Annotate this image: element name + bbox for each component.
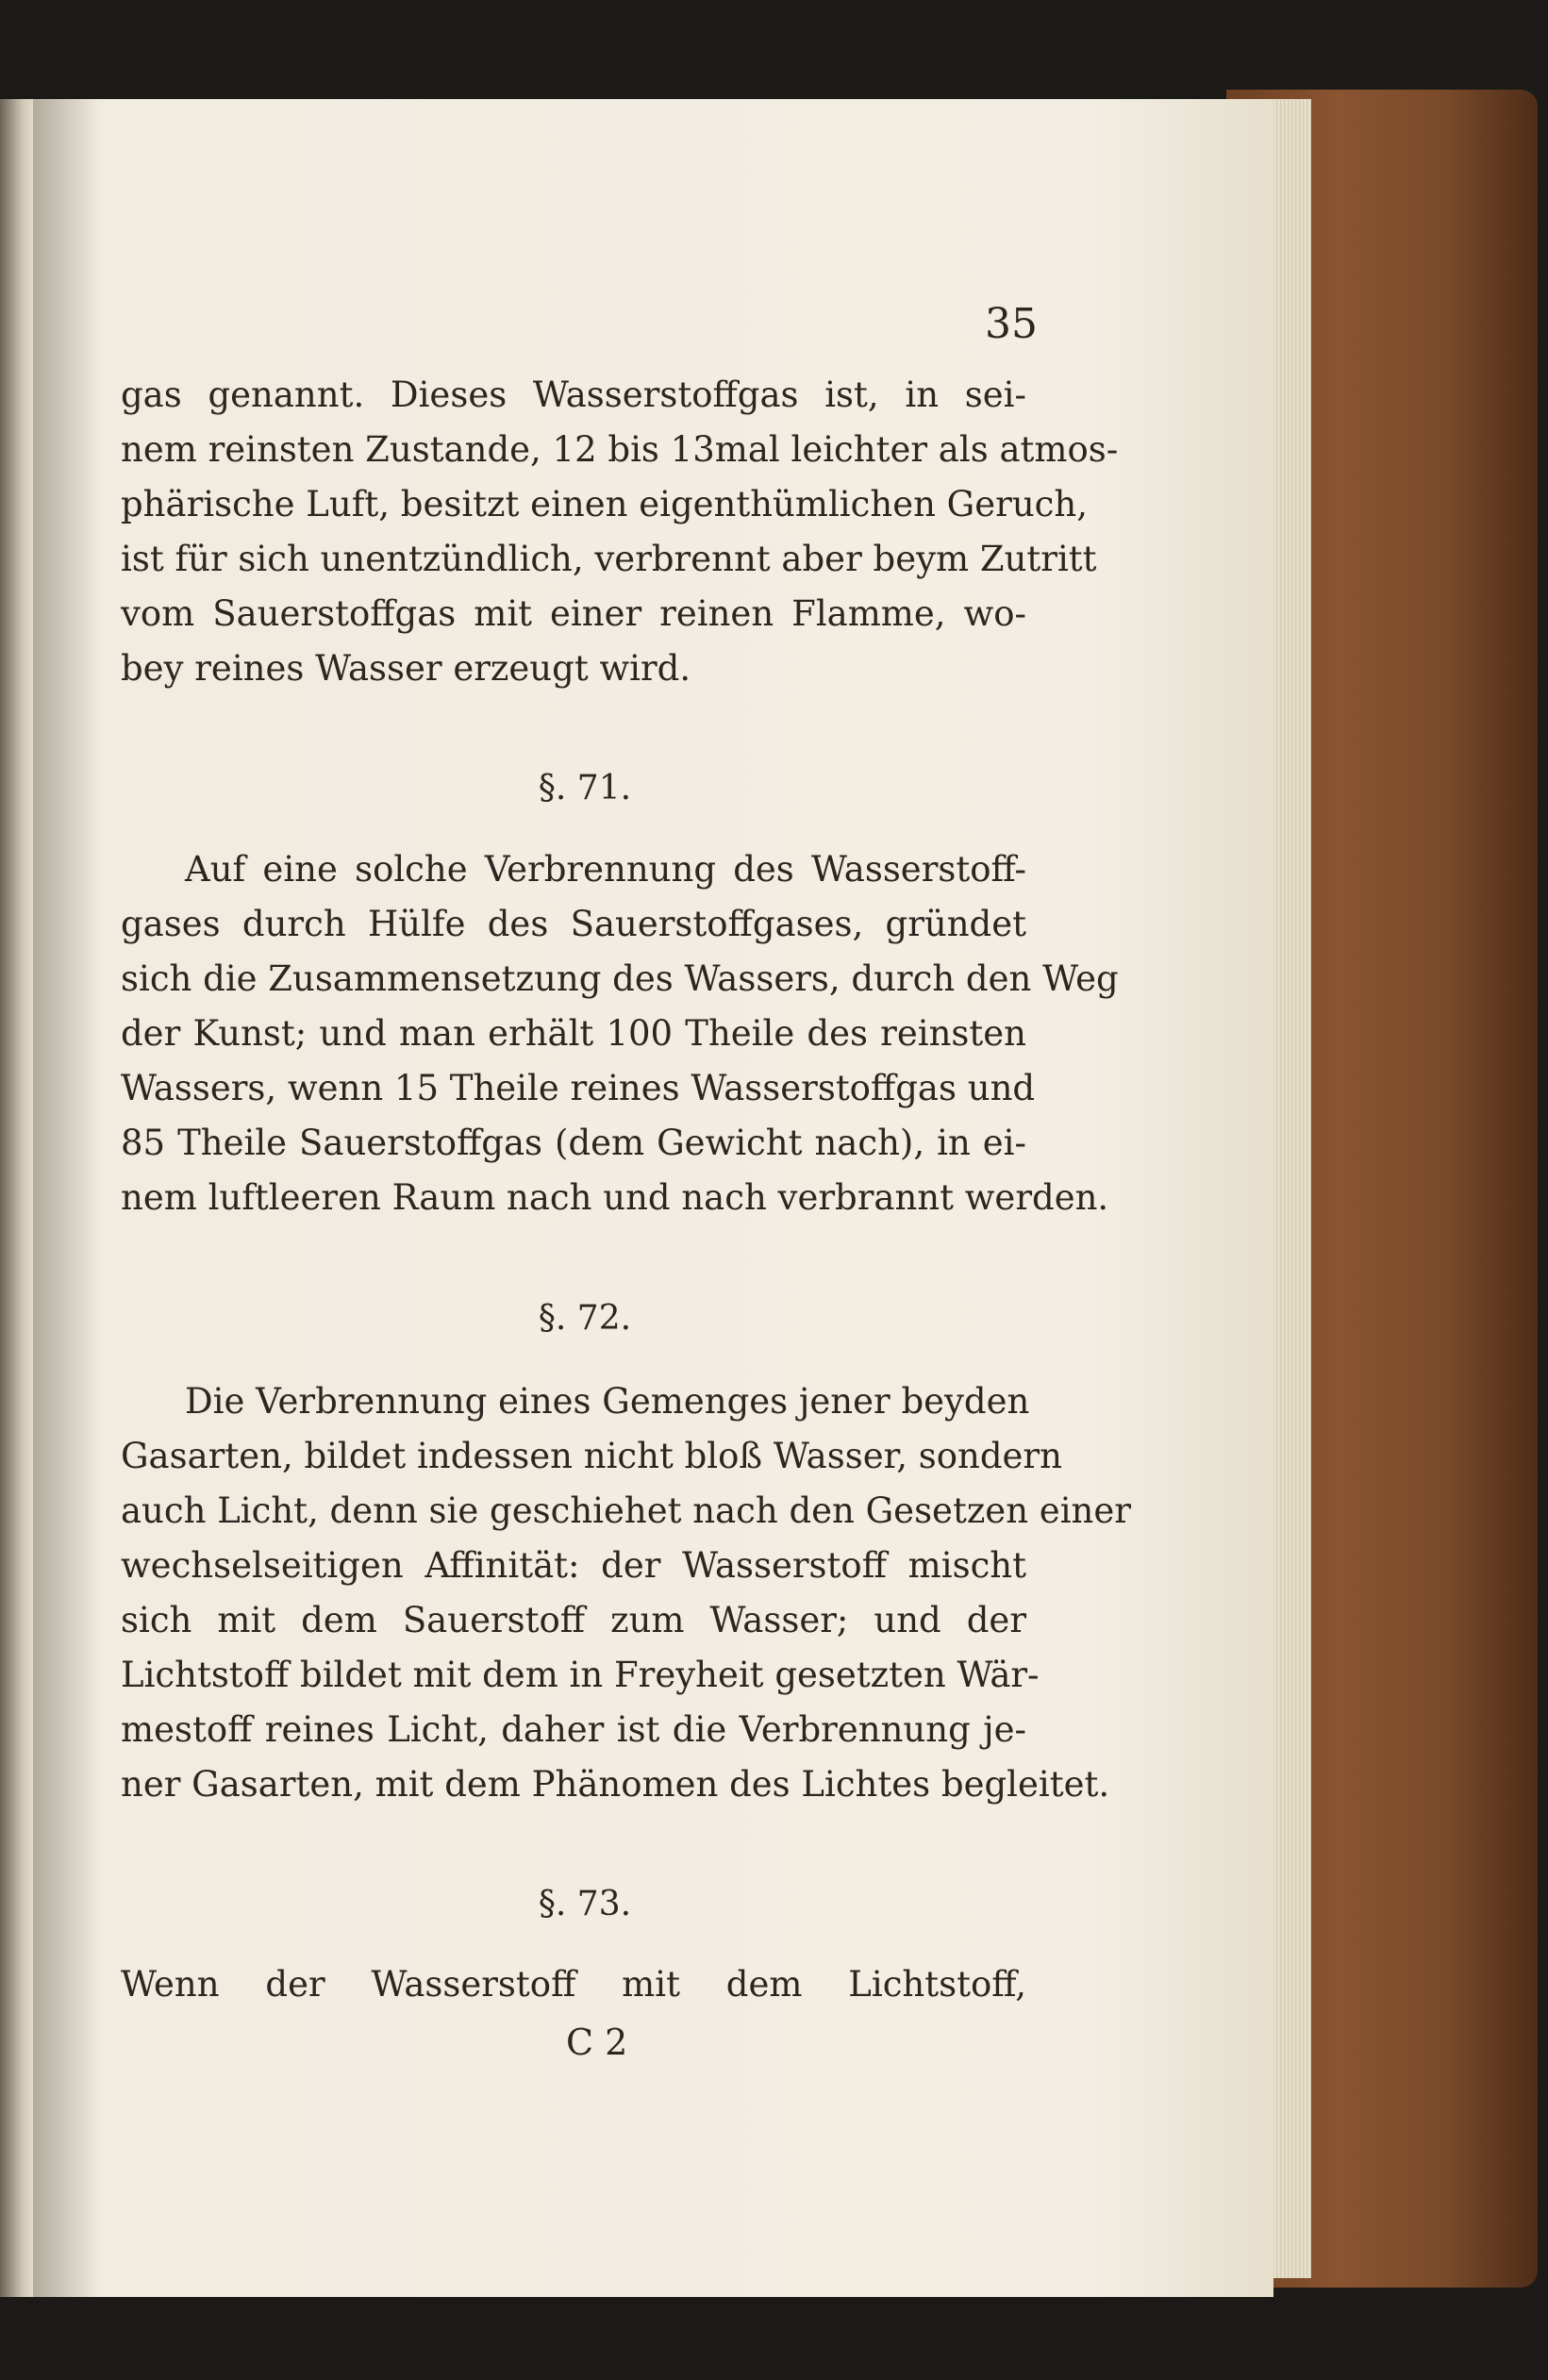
text-line: nem reinsten Zustande, 12 bis 13mal leichter als atmos- [121,429,1119,470]
text-line: vom Sauerstoffgas mit einer reinen Flamme, wo- [121,593,1026,634]
text-line: auch Licht, denn sie geschiehet nach den Gesetzen einer [121,1490,1131,1531]
text-line: sich mit dem Sauerstoff zum Wasser; und der [121,1600,1026,1640]
text-line: mestoff reines Licht, daher ist die Verbrennung je- [121,1709,1026,1750]
text-line: Die Verbrennung eines Gemenges jener beyden [185,1381,1030,1422]
text-line: bey reines Wasser erzeugt wird. [121,648,691,689]
text-line: sich die Zusammensetzung des Wassers, durch den Weg [121,958,1119,999]
text-line: gas genannt. Dieses Wasserstoffgas ist, in sei- [121,374,1026,415]
text-line: ner Gasarten, mit dem Phänomen des Lichtes begleitet. [121,1764,1110,1805]
text-line: Auf eine solche Verbrennung des Wasserstoff- [185,849,1026,890]
section-heading-72: §. 72. [538,1299,632,1338]
section-heading-71: §. 71. [538,769,632,807]
text-line: phärische Luft, besitzt einen eigenthümlichen Geruch, [121,484,1088,524]
text-line: Wassers, wenn 15 Theile reines Wasserstoffgas und [121,1068,1036,1108]
page-number: 35 [985,300,1038,348]
text-line: Wenn der Wasserstoff mit dem Lichtstoff, [121,1964,1026,2005]
left-page-edge [0,99,38,2297]
text-line: Lichtstoff bildet mit dem in Freyheit gesetzten Wär- [121,1655,1040,1695]
section-heading-73: §. 73. [538,1885,632,1923]
text-line: Gasarten, bildet indessen nicht bloß Wasser, sondern [121,1436,1062,1476]
text-line: 85 Theile Sauerstoffgas (dem Gewicht nach), in ei- [121,1123,1026,1163]
text-line: nem luftleeren Raum nach und nach verbrannt werden. [121,1177,1109,1218]
gutter-shadow [33,99,99,2297]
text-line: ist für sich unentzündlich, verbrennt aber beym Zutritt [121,539,1097,579]
text-line: der Kunst; und man erhält 100 Theile des reinsten [121,1013,1026,1054]
signature-mark: C 2 [566,2022,628,2063]
text-line: gases durch Hülfe des Sauerstoffgases, gründet [121,904,1026,944]
text-line: wechselseitigen Affinität: der Wasserstoff mischt [121,1545,1026,1586]
